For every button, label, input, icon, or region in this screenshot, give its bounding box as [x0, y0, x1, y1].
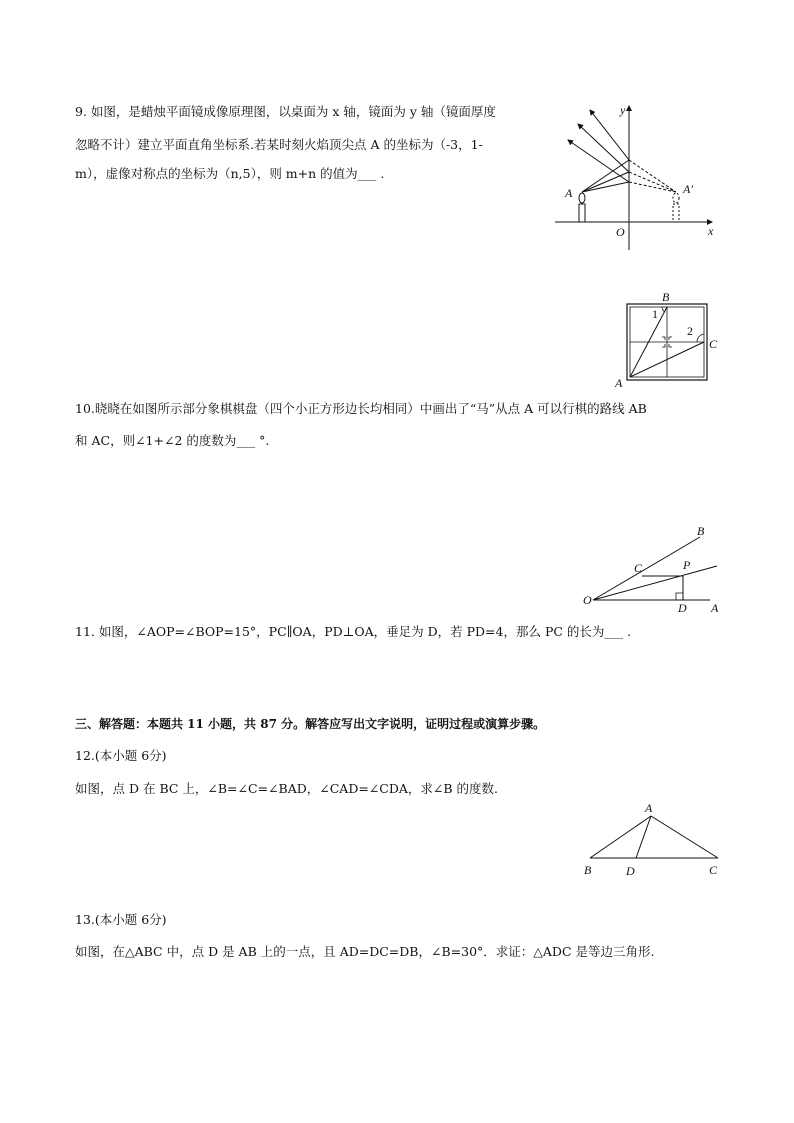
point-p-label: P [683, 558, 691, 572]
point-b-label: B [697, 524, 705, 538]
q10-text-line-1: 10.晓晓在如图所示部分象棋棋盘（四个小正方形边长均相同）中画出了“马”从点 A 可以行棋的路线 AB [75, 401, 647, 416]
q10-chessboard-diagram [612, 290, 727, 390]
point-c-label: C [709, 337, 718, 351]
ray-op [593, 566, 717, 600]
q9-text-line-2: 忽略不计）建立平面直角坐标系.若某时刻火焰顶尖点 A 的坐标为（-3，1- [75, 137, 483, 152]
y-axis-label: y [620, 103, 626, 117]
point-b-label: B [584, 863, 592, 877]
point-o-label: O [583, 593, 592, 607]
candle [579, 204, 585, 222]
side-ac [651, 816, 718, 858]
virtual-flame [673, 193, 679, 203]
segment-ad [636, 816, 651, 858]
q13-header: 13.(本小题 6分) [75, 912, 167, 927]
angle-1-label: 1 [652, 307, 658, 321]
point-a-label: A [565, 186, 573, 200]
point-a-label: A [711, 601, 719, 615]
q12-triangle-diagram [575, 800, 730, 885]
q12-header: 12.(本小题 6分) [75, 748, 167, 763]
virtual-candle [673, 204, 679, 222]
q13-body: 如图，在△ABC 中，点 D 是 AB 上的一点，且 AD=DC=DB，∠B=30°．求证：△ADC 是等边三角形. [75, 944, 655, 959]
section-3-title: 三、解答题：本题共 11 小题，共 87 分。解答应写出文字说明，证明过程或演算步骤。 [75, 717, 546, 731]
point-c-label: C [634, 561, 643, 575]
q9-mirror-diagram [550, 100, 725, 255]
point-a-prime-label: A′ [683, 182, 693, 196]
q12-body: 如图，点 D 在 BC 上，∠B=∠C=∠BAD，∠CAD=∠CDA，求∠B 的度数. [75, 781, 499, 796]
q9-text-line-3: m），虚像对称点的坐标为（n,5），则 m+n 的值为___ . [75, 166, 385, 181]
point-d-label: D [678, 601, 687, 615]
q11-text-line-1: 11. 如图，∠AOP=∠BOP=15°，PC∥OA，PD⊥OA，垂足为 D，若 PD=4，那么 PC 的长为___ . [75, 624, 632, 639]
q9-text-line-1: 9. 如图，是蜡烛平面镜成像原理图，以桌面为 x 轴，镜面为 y 轴（镜面厚度 [75, 104, 496, 119]
candle-flame [579, 193, 585, 203]
angle-2-label: 2 [687, 324, 693, 338]
point-d-label: D [626, 864, 635, 878]
origin-label: O [616, 225, 625, 239]
x-axis-label: x [708, 224, 714, 238]
point-a-label: A [615, 376, 623, 390]
q10-text-line-2: 和 AC，则∠1+∠2 的度数为___ °. [75, 433, 270, 448]
point-a-label: A [645, 801, 653, 815]
point-b-label: B [662, 290, 670, 304]
side-ab [590, 816, 651, 858]
right-angle-mark [676, 593, 683, 600]
point-c-label: C [709, 863, 718, 877]
q11-angle-diagram [575, 520, 735, 615]
